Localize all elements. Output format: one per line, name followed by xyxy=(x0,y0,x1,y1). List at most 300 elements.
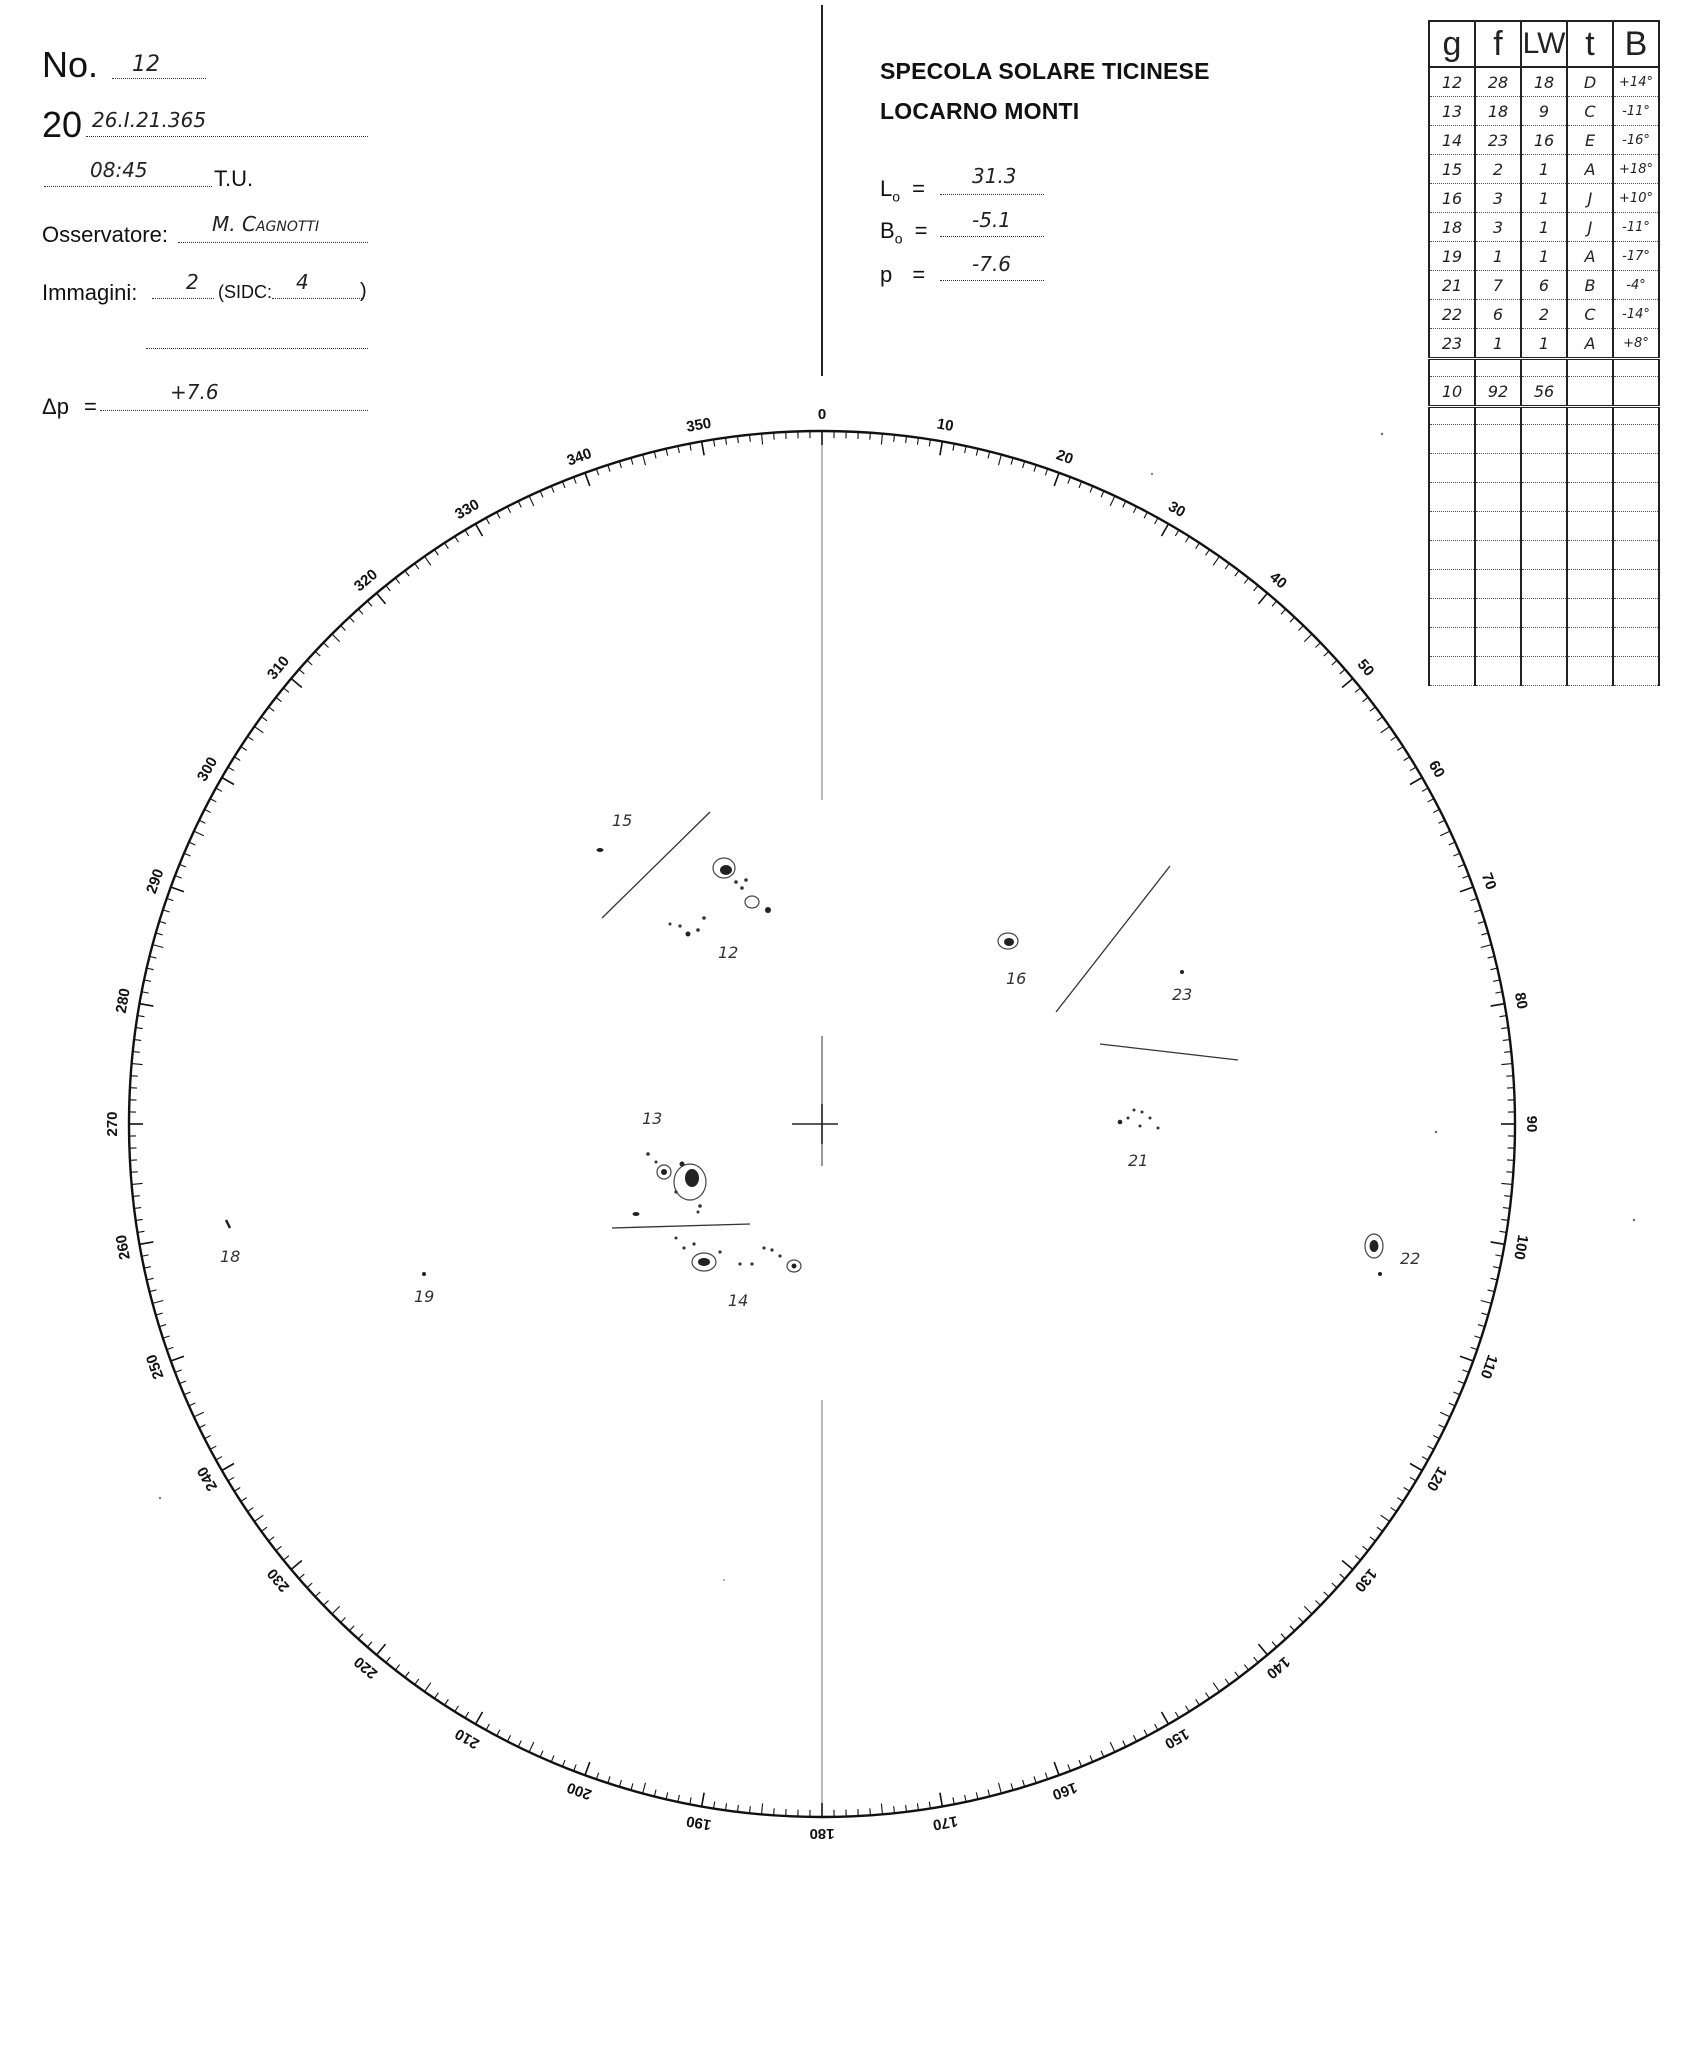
degree-tick xyxy=(1404,1488,1410,1492)
degree-tick xyxy=(596,469,598,476)
degree-tick xyxy=(1495,992,1502,993)
sunspot-dot xyxy=(682,1246,685,1249)
degree-tick xyxy=(486,1724,489,1730)
degree-tick xyxy=(332,1606,340,1614)
degree-tick xyxy=(455,536,459,542)
degree-tick xyxy=(1304,634,1312,642)
degree-tick xyxy=(1034,465,1036,472)
degree-tick xyxy=(377,593,386,604)
degree-label: 20 xyxy=(1053,446,1076,469)
degree-tick xyxy=(1281,609,1286,614)
degree-tick xyxy=(216,1457,222,1460)
degree-tick xyxy=(608,1776,610,1783)
degree-tick xyxy=(140,1004,154,1006)
degree-tick xyxy=(367,1642,372,1647)
sunspot-dot xyxy=(655,1161,658,1164)
degree-tick xyxy=(1397,1498,1403,1502)
degree-tick xyxy=(167,1347,174,1349)
cell: 6 xyxy=(1521,271,1567,300)
degree-label: 320 xyxy=(350,565,381,596)
degree-tick xyxy=(307,660,312,665)
cell: 3 xyxy=(1475,213,1521,242)
l0-value: 31.3 xyxy=(972,164,1017,188)
degree-tick xyxy=(1123,1741,1126,1747)
group-label-14: 14 xyxy=(728,1291,749,1310)
degree-tick xyxy=(1474,1336,1481,1338)
degree-tick xyxy=(341,625,346,630)
speck xyxy=(1435,1131,1437,1133)
degree-tick xyxy=(261,717,267,721)
cell: 16 xyxy=(1429,184,1475,213)
degree-label: 140 xyxy=(1263,1652,1294,1683)
degree-label: 260 xyxy=(112,1233,134,1262)
degree-tick xyxy=(953,444,954,451)
p-value: -7.6 xyxy=(972,252,1012,276)
degree-tick xyxy=(529,1742,534,1752)
degree-tick xyxy=(184,1392,190,1395)
cell: 23 xyxy=(1475,126,1521,155)
cell: 3 xyxy=(1475,184,1521,213)
group-label-21: 21 xyxy=(1128,1151,1149,1170)
degree-tick xyxy=(291,679,302,688)
degree-tick xyxy=(574,1764,577,1771)
degree-tick xyxy=(1410,1464,1422,1471)
degree-tick xyxy=(518,501,521,507)
degree-tick xyxy=(254,1515,263,1521)
degree-tick xyxy=(1281,1634,1286,1639)
degree-tick xyxy=(1258,1644,1267,1655)
cell: 1 xyxy=(1475,329,1521,359)
degree-tick xyxy=(159,921,166,923)
cell: 7 xyxy=(1475,271,1521,300)
degree-tick xyxy=(1504,1052,1511,1053)
degree-tick xyxy=(1196,543,1200,549)
degree-tick xyxy=(434,549,438,555)
degree-tick xyxy=(1377,1527,1383,1531)
degree-label: 310 xyxy=(263,652,294,683)
observer-value: M. Cagnotti xyxy=(212,212,320,236)
degree-tick xyxy=(1054,473,1059,486)
degree-tick xyxy=(953,1797,954,1804)
cell: 28 xyxy=(1475,67,1521,97)
degree-tick xyxy=(153,945,164,948)
degree-tick xyxy=(341,1617,346,1622)
degree-tick xyxy=(159,1325,166,1327)
degree-tick xyxy=(415,563,419,569)
degree-tick xyxy=(666,449,668,456)
degree-tick xyxy=(1123,501,1126,507)
degree-tick xyxy=(1428,1446,1434,1449)
sunspot-dot xyxy=(1180,970,1184,974)
degree-label: 40 xyxy=(1266,568,1290,593)
sunspot-dot xyxy=(770,1248,773,1251)
degree-tick xyxy=(189,1403,195,1406)
sidc-label: (SIDC: xyxy=(218,282,272,302)
degree-tick xyxy=(299,669,304,674)
sunspot-dot xyxy=(698,1204,702,1208)
degree-tick xyxy=(291,1560,302,1569)
degree-tick xyxy=(405,1672,409,1678)
degree-tick xyxy=(999,455,1002,466)
sunspot-dot xyxy=(686,932,691,937)
cell: 13 xyxy=(1429,97,1475,126)
degree-tick xyxy=(163,1336,170,1338)
cell: 18 xyxy=(1429,213,1475,242)
degree-tick xyxy=(142,1255,149,1256)
cell: 1 xyxy=(1475,242,1521,271)
cell: 19 xyxy=(1429,242,1475,271)
degree-tick xyxy=(1290,1626,1295,1631)
b0-value: -5.1 xyxy=(972,208,1012,232)
degree-tick xyxy=(596,1773,598,1780)
sunspot-group-18 xyxy=(226,1220,230,1228)
sunspot-dot xyxy=(696,928,700,932)
degree-tick xyxy=(133,1196,140,1197)
degree-tick xyxy=(465,1712,469,1718)
degree-label: 300 xyxy=(193,754,222,785)
date-value: 26.I.21.365 xyxy=(92,108,207,132)
degree-tick xyxy=(1491,1004,1505,1006)
group-label-13: 13 xyxy=(642,1109,663,1128)
sunspot-dot xyxy=(674,1190,677,1193)
observer-label: Osservatore: xyxy=(42,222,168,247)
degree-tick xyxy=(1397,747,1403,751)
degree-tick xyxy=(702,442,704,456)
degree-tick xyxy=(1315,1601,1320,1606)
sunspot-dot xyxy=(792,1264,797,1269)
degree-tick xyxy=(690,444,691,451)
group-label-16: 16 xyxy=(1006,969,1027,988)
l0-letter: L xyxy=(880,176,893,201)
degree-label: 290 xyxy=(142,866,168,896)
cell: C xyxy=(1567,300,1613,329)
degree-tick xyxy=(585,1762,590,1775)
degree-tick xyxy=(156,1313,163,1315)
sunspot-dot xyxy=(1127,1117,1130,1120)
degree-label: 330 xyxy=(452,495,483,524)
degree-tick xyxy=(1478,1325,1485,1327)
degree-tick xyxy=(228,767,234,771)
degree-tick xyxy=(574,477,577,484)
sunspot-group-22 xyxy=(1365,1234,1383,1276)
degree-tick xyxy=(1422,788,1428,791)
degree-tick xyxy=(678,1795,679,1802)
sunspot-umbra xyxy=(1370,1240,1379,1252)
degree-tick xyxy=(1491,1242,1505,1244)
degree-tick xyxy=(1324,1592,1329,1597)
degree-tick xyxy=(750,1806,751,1813)
degree-tick xyxy=(1460,887,1473,892)
group-label-12: 12 xyxy=(718,943,739,962)
degree-tick xyxy=(465,530,469,536)
l0-sub: o xyxy=(892,188,901,205)
degree-label: 340 xyxy=(564,444,594,470)
degree-tick xyxy=(415,1679,419,1685)
p-letter: p xyxy=(880,262,893,287)
degree-tick xyxy=(1453,1392,1459,1395)
sunspot-dot xyxy=(697,1211,700,1214)
cell: +10° xyxy=(1613,184,1659,213)
degree-tick xyxy=(425,556,431,565)
degree-tick xyxy=(1206,1693,1210,1699)
degree-tick xyxy=(1355,688,1360,692)
degree-tick xyxy=(976,1792,978,1799)
degree-tick xyxy=(940,1793,942,1807)
degree-tick xyxy=(540,1751,543,1757)
degree-tick xyxy=(1196,1699,1200,1705)
degree-tick xyxy=(678,446,679,453)
degree-label: 80 xyxy=(1510,991,1531,1011)
degree-tick xyxy=(199,1425,205,1428)
degree-tick xyxy=(1213,1683,1219,1692)
degree-tick xyxy=(261,1527,267,1531)
degree-tick xyxy=(1090,1755,1093,1761)
degree-tick xyxy=(881,434,882,445)
cell: B xyxy=(1567,271,1613,300)
degree-tick xyxy=(425,1683,431,1692)
degree-tick xyxy=(1433,1435,1439,1438)
degree-tick xyxy=(1023,461,1025,468)
degree-tick xyxy=(999,1783,1002,1794)
degree-tick xyxy=(323,1601,328,1606)
degree-tick xyxy=(1235,571,1239,577)
degree-tick xyxy=(332,634,340,642)
degree-tick xyxy=(147,1278,154,1280)
degree-tick xyxy=(476,524,483,536)
cell: 2 xyxy=(1475,155,1521,184)
degree-tick xyxy=(199,820,205,823)
cell: -14° xyxy=(1613,300,1659,329)
cell: E xyxy=(1567,126,1613,155)
degree-tick xyxy=(1299,625,1304,630)
degree-tick xyxy=(1342,679,1353,688)
degree-tick xyxy=(358,1634,363,1639)
degree-label: 240 xyxy=(193,1463,222,1494)
degree-tick xyxy=(171,887,184,892)
degree-tick xyxy=(1478,921,1485,923)
degree-tick xyxy=(1090,486,1093,492)
degree-tick xyxy=(1501,1183,1512,1184)
degree-tick xyxy=(315,651,320,656)
degree-tick xyxy=(386,585,390,590)
degree-tick xyxy=(1272,1642,1277,1647)
header-f: f xyxy=(1475,21,1521,67)
degree-tick xyxy=(1206,549,1210,555)
degree-tick xyxy=(881,1803,882,1814)
degree-tick xyxy=(1162,524,1169,536)
degree-tick xyxy=(1258,593,1267,604)
degree-tick xyxy=(1045,1773,1047,1780)
cell: +8° xyxy=(1613,329,1659,359)
cell: 12 xyxy=(1429,67,1475,97)
group-separator-line xyxy=(1056,866,1170,1012)
degree-tick xyxy=(1440,1412,1450,1417)
degree-tick xyxy=(619,1780,621,1787)
degree-tick xyxy=(894,1806,895,1813)
degree-tick xyxy=(690,1797,691,1804)
degree-tick xyxy=(507,1735,510,1741)
cell: J xyxy=(1567,213,1613,242)
degree-tick xyxy=(228,1477,234,1481)
cell: 21 xyxy=(1429,271,1475,300)
degree-tick xyxy=(1110,1742,1115,1752)
degree-tick xyxy=(643,1783,646,1794)
degree-tick xyxy=(1272,601,1277,606)
b0-eq: = xyxy=(914,218,928,243)
degree-tick xyxy=(1458,1381,1464,1384)
degree-tick xyxy=(1410,778,1422,785)
degree-tick xyxy=(551,486,554,492)
cell: 18 xyxy=(1475,97,1521,126)
sunspot-dot xyxy=(422,1272,426,1276)
cell: 6 xyxy=(1475,300,1521,329)
sunspot-dot xyxy=(661,1169,667,1175)
degree-tick xyxy=(940,442,942,456)
degree-tick xyxy=(562,1760,565,1766)
degree-tick xyxy=(1460,1356,1473,1361)
degree-tick xyxy=(1213,556,1219,565)
degree-tick xyxy=(1355,1556,1360,1560)
degree-tick xyxy=(518,1741,521,1747)
header-b: B xyxy=(1613,21,1659,67)
degree-tick xyxy=(750,435,751,442)
degree-tick xyxy=(323,643,328,648)
degree-tick xyxy=(283,1556,288,1560)
degree-tick xyxy=(1493,1267,1500,1268)
degree-tick xyxy=(762,434,763,445)
degree-tick xyxy=(241,747,247,751)
degree-tick xyxy=(1458,864,1464,867)
degree-tick xyxy=(194,1412,204,1417)
sunspot-umbra xyxy=(685,1169,699,1187)
sunspot-dot xyxy=(738,1262,741,1265)
header-lw: LW xyxy=(1521,21,1567,67)
sunspot-dot xyxy=(1139,1125,1142,1128)
degree-tick xyxy=(276,1546,282,1550)
degree-tick xyxy=(1493,980,1500,981)
degree-tick xyxy=(608,465,610,472)
degree-tick xyxy=(276,697,282,701)
degree-tick xyxy=(1244,578,1248,584)
degree-tick xyxy=(1101,1751,1104,1757)
degree-tick xyxy=(132,1183,143,1184)
sunspot-dot xyxy=(675,1237,678,1240)
speck xyxy=(1633,1219,1635,1221)
sunspot-dot xyxy=(765,907,771,913)
degree-tick xyxy=(666,1792,668,1799)
p-eq: = xyxy=(912,262,926,287)
degree-tick xyxy=(1391,736,1397,740)
degree-tick xyxy=(254,727,263,733)
total-f: 92 xyxy=(1475,377,1521,407)
degree-tick xyxy=(1144,512,1147,518)
images-value: 2 xyxy=(186,270,199,294)
degree-tick xyxy=(194,831,204,836)
degree-tick xyxy=(1332,1583,1337,1588)
degree-label: 180 xyxy=(809,1825,835,1843)
sunspot-group-14 xyxy=(675,1237,802,1273)
degree-tick xyxy=(269,1537,275,1541)
images-label: Immagini: xyxy=(42,280,138,305)
degree-tick xyxy=(1439,1425,1445,1428)
degree-tick xyxy=(529,496,534,506)
degree-label: 350 xyxy=(684,414,713,436)
speck xyxy=(1381,433,1383,435)
cell: 1 xyxy=(1521,184,1567,213)
degree-tick xyxy=(1462,876,1469,879)
degree-tick xyxy=(222,778,234,785)
degree-label: 10 xyxy=(935,415,955,436)
degree-label: 130 xyxy=(1350,1565,1381,1596)
degree-tick xyxy=(1504,1196,1511,1197)
degree-tick xyxy=(486,518,489,524)
sunspot-umbra xyxy=(1004,938,1014,946)
total-g: 10 xyxy=(1429,377,1475,407)
group-label-22: 22 xyxy=(1400,1249,1421,1268)
cell: 1 xyxy=(1521,242,1567,271)
degree-tick xyxy=(1410,767,1416,771)
degree-tick xyxy=(216,788,222,791)
delta-p-label: Δp xyxy=(42,394,69,419)
degree-tick xyxy=(1175,1712,1179,1718)
degree-tick xyxy=(965,1795,966,1802)
degree-tick xyxy=(1254,585,1258,590)
cell: A xyxy=(1567,155,1613,184)
degree-tick xyxy=(1490,1278,1497,1280)
degree-tick xyxy=(1101,491,1104,497)
sunspot-dot xyxy=(597,848,604,852)
degree-tick xyxy=(1011,1783,1013,1790)
degree-tick xyxy=(247,736,253,740)
degree-tick xyxy=(1490,968,1497,970)
degree-tick xyxy=(1175,530,1179,536)
degree-tick xyxy=(241,1498,247,1502)
degree-tick xyxy=(1439,820,1445,823)
sunspot-dot xyxy=(750,1262,753,1265)
cell: 15 xyxy=(1429,155,1475,184)
degree-tick xyxy=(1133,1735,1136,1741)
degree-tick xyxy=(965,446,966,453)
degree-tick xyxy=(1410,1477,1416,1481)
degree-tick xyxy=(1342,1560,1353,1569)
degree-tick xyxy=(184,853,190,856)
degree-tick xyxy=(1404,757,1410,761)
degree-tick xyxy=(1290,617,1295,622)
degree-tick xyxy=(1501,1064,1512,1065)
cell: 1 xyxy=(1521,213,1567,242)
degree-tick xyxy=(1186,1706,1190,1712)
sunspot-group-21 xyxy=(1118,1109,1160,1130)
degree-tick xyxy=(1381,1515,1390,1521)
sunspot-group-13 xyxy=(633,1152,707,1216)
group-label-23: 23 xyxy=(1172,985,1193,1004)
degree-tick xyxy=(643,455,646,466)
cell: J xyxy=(1567,184,1613,213)
cell: +18° xyxy=(1613,155,1659,184)
group-separator-line xyxy=(1100,1044,1238,1060)
degree-tick xyxy=(132,1064,143,1065)
sunspot-dot xyxy=(718,1250,721,1253)
degree-tick xyxy=(1440,831,1450,836)
cell: -11° xyxy=(1613,97,1659,126)
delta-p-equals: = xyxy=(84,394,97,419)
degree-tick xyxy=(1162,1712,1169,1724)
degree-tick xyxy=(147,968,154,970)
degree-tick xyxy=(631,458,633,465)
institute-location: LOCARNO MONTI xyxy=(880,98,1080,124)
degree-tick xyxy=(476,1712,483,1724)
cell: -4° xyxy=(1613,271,1659,300)
